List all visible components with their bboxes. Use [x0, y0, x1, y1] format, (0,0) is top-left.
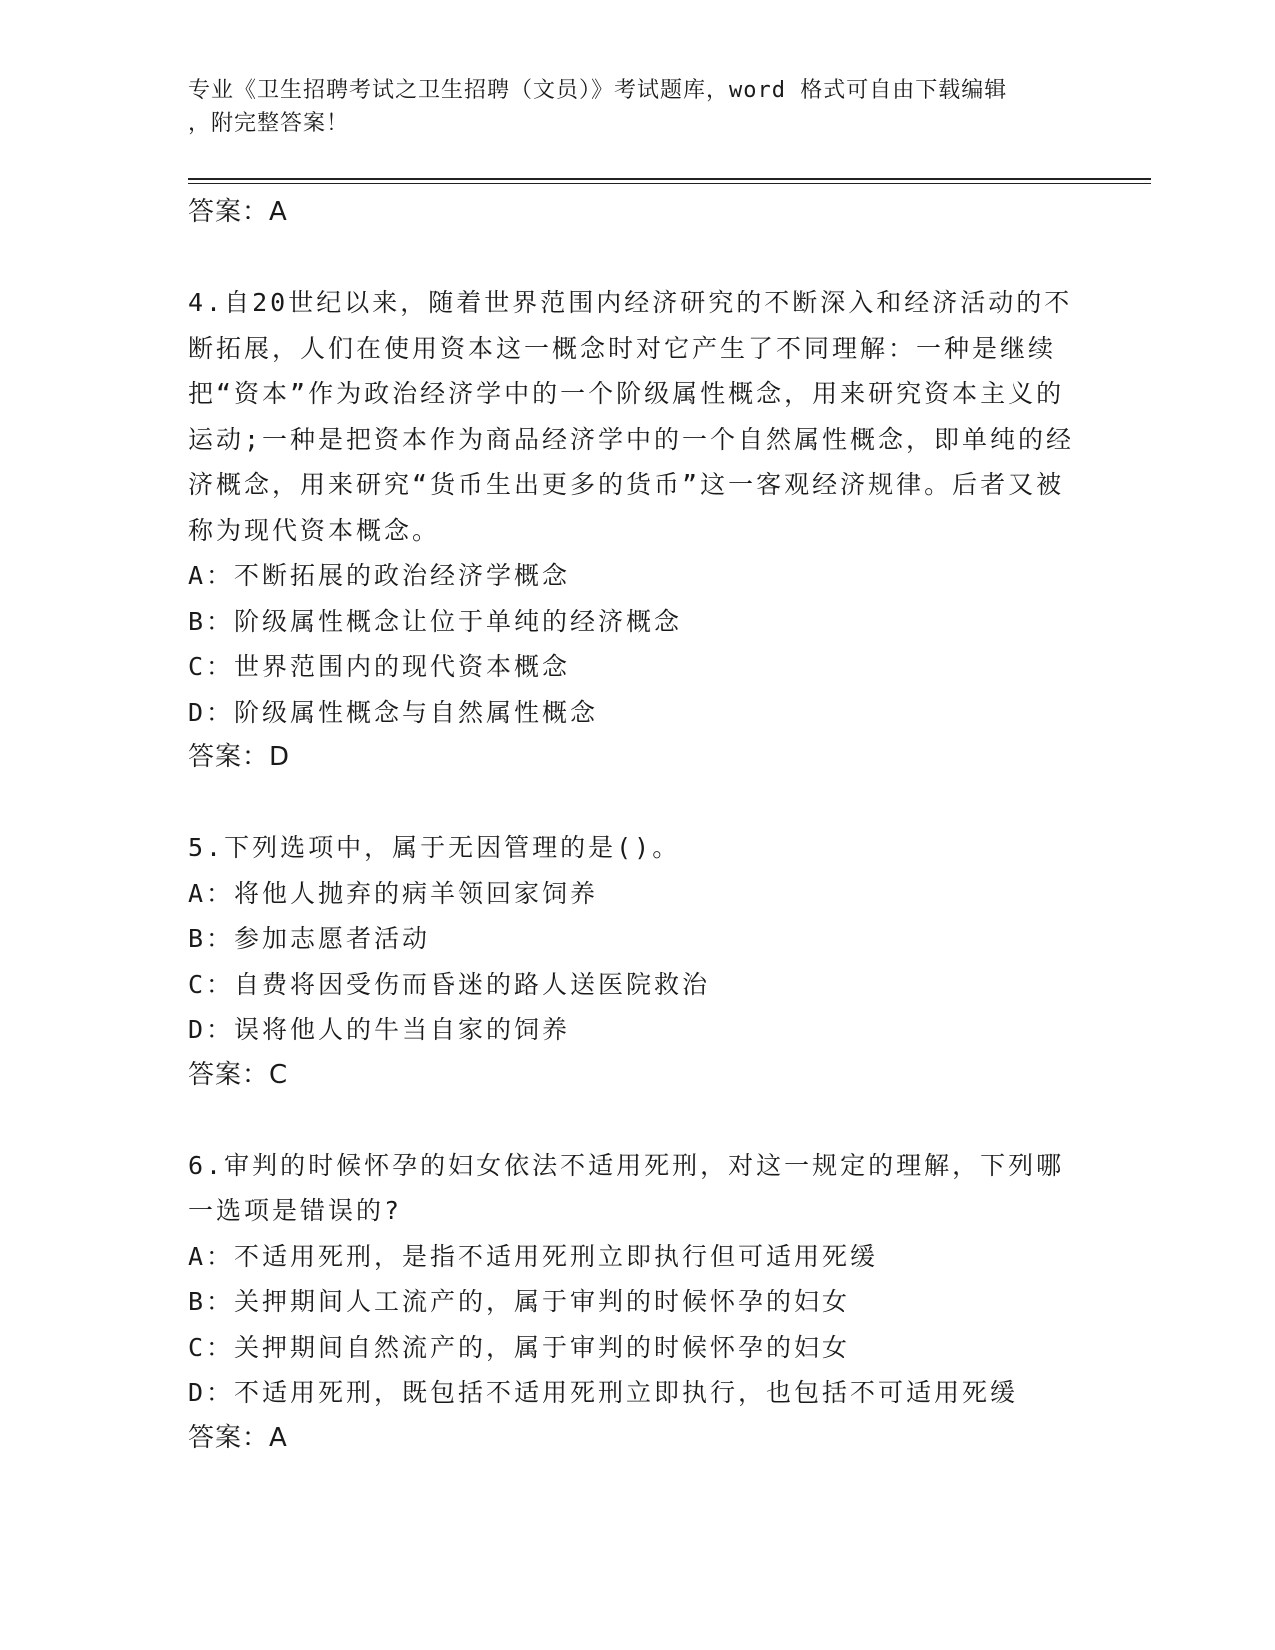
answer-line: 答案：D	[188, 742, 291, 772]
header-divider-thick	[188, 178, 1151, 180]
header-line-2: ，附完整答案！	[188, 111, 350, 136]
option-c: C：关押期间自然流产的，属于审判的时候怀孕的妇女	[188, 1332, 851, 1362]
option-d: D：误将他人的牛当自家的饲养	[188, 1015, 571, 1044]
question-block-5	[188, 825, 1088, 1098]
option-d: D：不适用死刑，既包括不适用死刑立即执行，也包括不可适用死缓	[188, 1378, 1019, 1407]
answer-line: 答案：A	[188, 197, 288, 227]
question-block-4	[188, 280, 1088, 780]
question-text: 5.下列选项中，属于无因管理的是()。	[188, 833, 681, 862]
option-a: A：不适用死刑，是指不适用死刑立即执行但可适用死缓	[188, 1241, 879, 1271]
option-c: C：自费将因受伤而昏迷的路人送医院救治	[188, 969, 711, 999]
question-text: 4.自20世纪以来，随着世界范围内经济研究的不断深入和经济活动的不断拓展，人们在使用资本这一概念时对它产生了不同理解：一种是继续把“资本”作为政治经济学中的一个阶级属性概念，用来研究资本主义的运动;一种是把资本作为商品经济学中的一个自然属性概念，即单纯的经济概念，用来研究“货币生出更多的货币”这一客观经济规律。后者又被称为现代资本概念。	[188, 288, 1075, 545]
option-d: D：阶级属性概念与自然属性概念	[188, 697, 599, 727]
answer-line: 答案：C	[188, 1059, 289, 1090]
document-header	[188, 74, 1088, 140]
question-block-6	[188, 1143, 1088, 1461]
answer-line: 答案：A	[188, 1422, 288, 1453]
option-b: B：关押期间人工流产的，属于审判的时候怀孕的妇女	[188, 1287, 851, 1316]
header-divider-thin	[188, 183, 1151, 184]
option-a: A：将他人抛弃的病羊领回家饲养	[188, 878, 599, 908]
option-b: B：参加志愿者活动	[188, 924, 431, 953]
option-b: B：阶级属性概念让位于单纯的经济概念	[188, 606, 683, 636]
option-c: C：世界范围内的现代资本概念	[188, 652, 571, 681]
document-body	[188, 190, 1088, 1461]
option-a: A：不断拓展的政治经济学概念	[188, 561, 571, 590]
question-text: 6.审判的时候怀孕的妇女依法不适用死刑，对这一规定的理解，下列哪一选项是错误的?	[188, 1150, 1065, 1225]
header-line-1: 专业《卫生招聘考试之卫生招聘（文员）》考试题库，word 格式可自由下载编辑	[188, 78, 1008, 103]
